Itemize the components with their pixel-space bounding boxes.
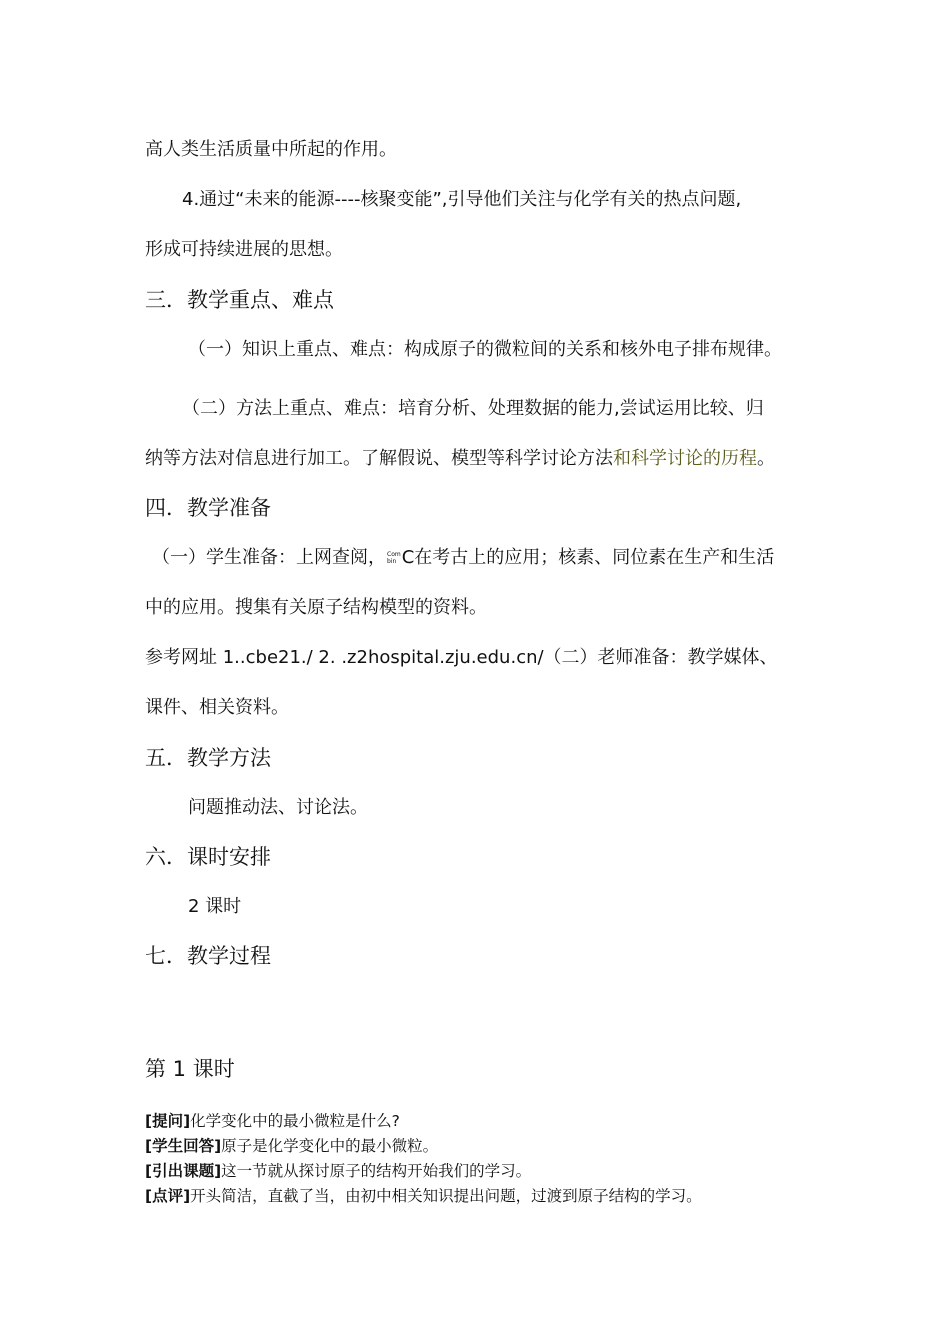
section-heading: 七．教学过程: [145, 944, 271, 968]
dialog-text: 原子是化学变化中的最小微粒。: [221, 1137, 439, 1155]
paragraph-line: [152, 546, 774, 570]
text-span: 。: [757, 448, 775, 469]
text-span: 纳等方法对信息进行加工。了解假说、模型等科学讨论方法: [145, 448, 613, 469]
text-span: C在考古上的应用；核素、同位素在生产和生活: [401, 547, 775, 568]
paragraph-line: 高人类生活质量中所起的作用。: [145, 139, 397, 160]
section-heading: 四．教学准备: [145, 496, 271, 520]
atomic-number: bin: [387, 558, 397, 565]
paragraph-line: 2 课时: [188, 896, 242, 917]
paragraph-line: 形成可持续进展的思想。: [145, 239, 343, 260]
paragraph-line: （一）知识上重点、难点：构成原子的微粒间的关系和核外电子排布规律。: [188, 339, 782, 360]
lesson-heading: 第 1 课时: [145, 1057, 235, 1081]
dialog-line: [145, 1135, 438, 1157]
dialog-text: 化学变化中的最小微粒是什么?: [190, 1112, 400, 1130]
section-heading: 六．课时安排: [145, 845, 271, 869]
dialog-line: [145, 1160, 531, 1182]
dialog-tag: [引出课题]: [145, 1162, 222, 1180]
text-span: （一）学生准备：上网查阅，: [152, 547, 386, 568]
mass-number: Com: [387, 551, 401, 558]
dialog-text: 开头简洁，直截了当，由初中相关知识提出问题，过渡到原子结构的学习。: [190, 1187, 702, 1205]
dialog-text: 这一节就从探讨原子的结构开始我们的学习。: [221, 1162, 532, 1180]
paragraph-line: 4.通过“未来的能源----核聚变能”,引导他们关注与化学有关的热点问题,: [182, 189, 742, 210]
dialog-tag: [提问]: [145, 1112, 191, 1130]
section-heading: 五．教学方法: [145, 746, 271, 770]
paragraph-line: （二）方法上重点、难点：培育分析、处理数据的能力,尝试运用比较、归: [182, 398, 764, 419]
paragraph-line: 中的应用。搜集有关原子结构模型的资料。: [145, 597, 487, 618]
dialog-tag: [点评]: [145, 1187, 191, 1205]
reference-line: 参考网址 1..cbe21./ 2. .z2hospital.zju.edu.cn/（二）老师准备：教学媒体、: [145, 647, 778, 668]
isotope-notation: [387, 551, 401, 565]
dialog-line: [145, 1185, 702, 1207]
dialog-line: [145, 1110, 400, 1132]
paragraph-line: 问题推动法、讨论法。: [188, 797, 368, 818]
dialog-tag: [学生回答]: [145, 1137, 222, 1155]
highlighted-text: 和科学讨论的历程: [613, 448, 757, 469]
paragraph-line: [145, 447, 775, 471]
section-heading: 三．教学重点、难点: [145, 288, 334, 312]
paragraph-line: 课件、相关资料。: [145, 697, 289, 718]
